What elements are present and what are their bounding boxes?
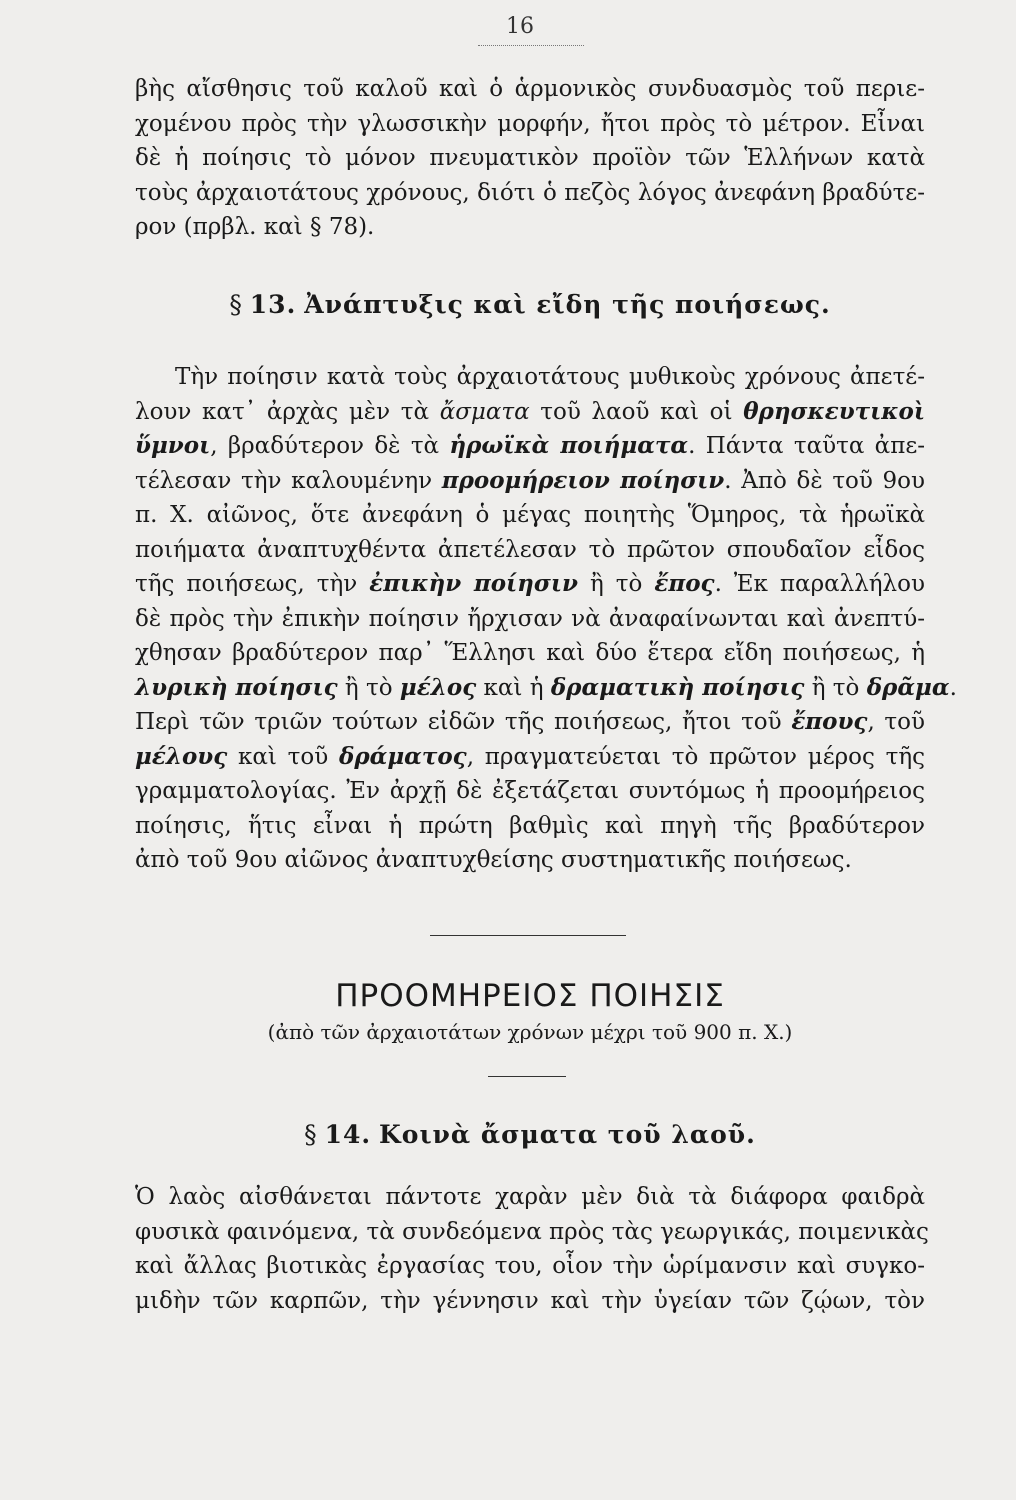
- emphasis: μέλος: [399, 673, 477, 701]
- emphasis: μέλους: [135, 742, 228, 770]
- text-line: ποίησις, ἥτις εἶναι ἡ πρώτη βαθμὶς καὶ πηγὴ τῆς βραδύτερον: [135, 812, 925, 839]
- section-13-heading: [135, 290, 925, 319]
- text-line: χομένου πρὸς τὴν γλωσσικὴν μορφήν, ἤτοι πρὸς τὸ μέτρον. Εἶναι: [135, 110, 925, 137]
- text-line: μέλους καὶ τοῦ δράματος, πραγματεύεται τὸ πρῶτον μέρος τῆς: [135, 742, 925, 770]
- text-line: δὲ ἡ ποίησις τὸ μόνον πνευματικὸν προϊὸν τῶν Ἑλλήνων κατὰ: [135, 145, 925, 171]
- text-line: ὕμνοι, βραδύτερον δὲ τὰ ἡρωϊκὰ ποιήματα. Πάντα ταῦτα ἀπε-: [135, 432, 926, 459]
- section-number: 14.: [324, 1120, 372, 1149]
- text-line: ποιήματα ἀναπτυχθέντα ἀπετέλεσαν τὸ πρῶτον σπουδαῖον εἶδος: [135, 536, 925, 563]
- emphasis: προομήρειον ποίησιν: [441, 466, 725, 494]
- section-divider: [488, 1076, 566, 1077]
- text-line: βὴς αἴσθησις τοῦ καλοῦ καὶ ὁ ἁρμονικὸς συνδυασμὸς τοῦ περιε-: [135, 76, 925, 102]
- emphasis: δρᾶμα: [866, 673, 950, 701]
- section-title: Ἀνάπτυξις καὶ εἴδη τῆς ποιήσεως.: [304, 290, 831, 319]
- section-title: Κοινὰ ἄσματα τοῦ λαοῦ.: [379, 1120, 756, 1149]
- text-line: μιδὴν τῶν καρπῶν, τὴν γέννησιν καὶ τὴν ὑγείαν τῶν ζῴων, τὸν: [135, 1287, 925, 1314]
- paragraph-1: [135, 72, 925, 245]
- emphasis: ἔπος: [654, 570, 715, 597]
- emphasis: θρησκευτικοὶ: [743, 397, 925, 425]
- text-line: φυσικὰ φαινόμενα, τὰ συνδεόμενα πρὸς τὰς γεωργικάς, ποιμενικὰς: [135, 1218, 929, 1245]
- chapter-title: ΠΡΟΟΜΗΡΕΙΟΣ ΠΟΙΗΣΙΣ: [335, 978, 725, 1014]
- section-number: 13.: [249, 290, 297, 319]
- text-line: Ὁ λαὸς αἰσθάνεται πάντοτε χαρὰν μὲν διὰ τὰ διάφορα φαιδρὰ: [135, 1184, 925, 1210]
- emphasis: ἔπους: [791, 708, 868, 735]
- text-line: λυρικὴ ποίησις ἢ τὸ μέλος καὶ ἡ δραματικὴ ποίησις ἢ τὸ δρᾶμα.: [135, 673, 957, 701]
- page-number: 16: [506, 14, 534, 39]
- text-line: ἀπὸ τοῦ 9ου αἰῶνος ἀναπτυχθείσης συστηματικῆς ποιήσεως.: [135, 847, 852, 873]
- emphasis: δραματικὴ ποίησις: [550, 673, 805, 701]
- text-line: χθησαν βραδύτερον παρ᾽ Ἕλλησι καὶ δύο ἕτερα εἴδη ποιήσεως, ἡ: [135, 640, 925, 666]
- text-line: καὶ ἄλλας βιοτικὰς ἐργασίας του, οἷον τὴν ὡρίμανσιν καὶ συγκο-: [135, 1253, 925, 1279]
- text-line: τῆς ποιήσεως, τὴν ἐπικὴν ποίησιν ἢ τὸ ἔπος. Ἐκ παραλλήλου: [135, 570, 925, 597]
- paragraph-2: [135, 360, 957, 878]
- section-14-heading: [135, 1120, 925, 1149]
- text-line: ρον (πρβλ. καὶ § 78).: [135, 214, 375, 240]
- text-line: τέλεσαν τὴν καλουμένην προομήρειον ποίησιν. Ἀπὸ δὲ τοῦ 9ου: [135, 466, 926, 494]
- paragraph-3: [135, 1180, 929, 1318]
- text-line: Τὴν ποίησιν κατὰ τοὺς ἀρχαιοτάτους μυθικοὺς χρόνους ἀπετέ-: [175, 364, 925, 390]
- emphasis: δράματος: [339, 742, 467, 770]
- chapter-subtitle: (ἀπὸ τῶν ἀρχαιοτάτων χρόνων μέχρι τοῦ 900 π. Χ.): [267, 1020, 793, 1044]
- page-number-rule: [478, 45, 584, 46]
- text-line: γραμματολογίας. Ἐν ἀρχῇ δὲ ἐξετάζεται συντόμως ἡ προομήρειος: [135, 778, 925, 804]
- emphasis: ἡρωϊκὰ ποιήματα: [449, 432, 689, 459]
- emphasis: ἄσματα: [439, 398, 530, 425]
- text-line: Περὶ τῶν τριῶν τούτων εἰδῶν τῆς ποιήσεως, ἤτοι τοῦ ἔπους, τοῦ: [135, 708, 925, 735]
- section-divider: [430, 935, 626, 936]
- emphasis: ὕμνοι: [135, 432, 211, 459]
- text-line: δὲ πρὸς τὴν ἐπικὴν ποίησιν ἤρχισαν νὰ ἀναφαίνωνται καὶ ἀνεπτύ-: [135, 605, 925, 632]
- section-sign: §: [229, 290, 242, 319]
- section-sign: §: [304, 1120, 317, 1149]
- text-line: λουν κατ᾽ ἀρχὰς μὲν τὰ ἄσματα τοῦ λαοῦ καὶ οἱ θρησκευτικοὶ: [135, 397, 925, 425]
- emphasis: λυρικὴ ποίησις: [135, 673, 338, 701]
- emphasis: ἐπικὴν ποίησιν: [369, 570, 578, 597]
- text-line: π. Χ. αἰῶνος, ὅτε ἀνεφάνη ὁ μέγας ποιητὴς Ὅμηρος, τὰ ἡρωϊκὰ: [135, 502, 925, 528]
- text-line: τοὺς ἀρχαιοτάτους χρόνους, διότι ὁ πεζὸς λόγος ἀνεφάνη βραδύτε-: [135, 179, 925, 206]
